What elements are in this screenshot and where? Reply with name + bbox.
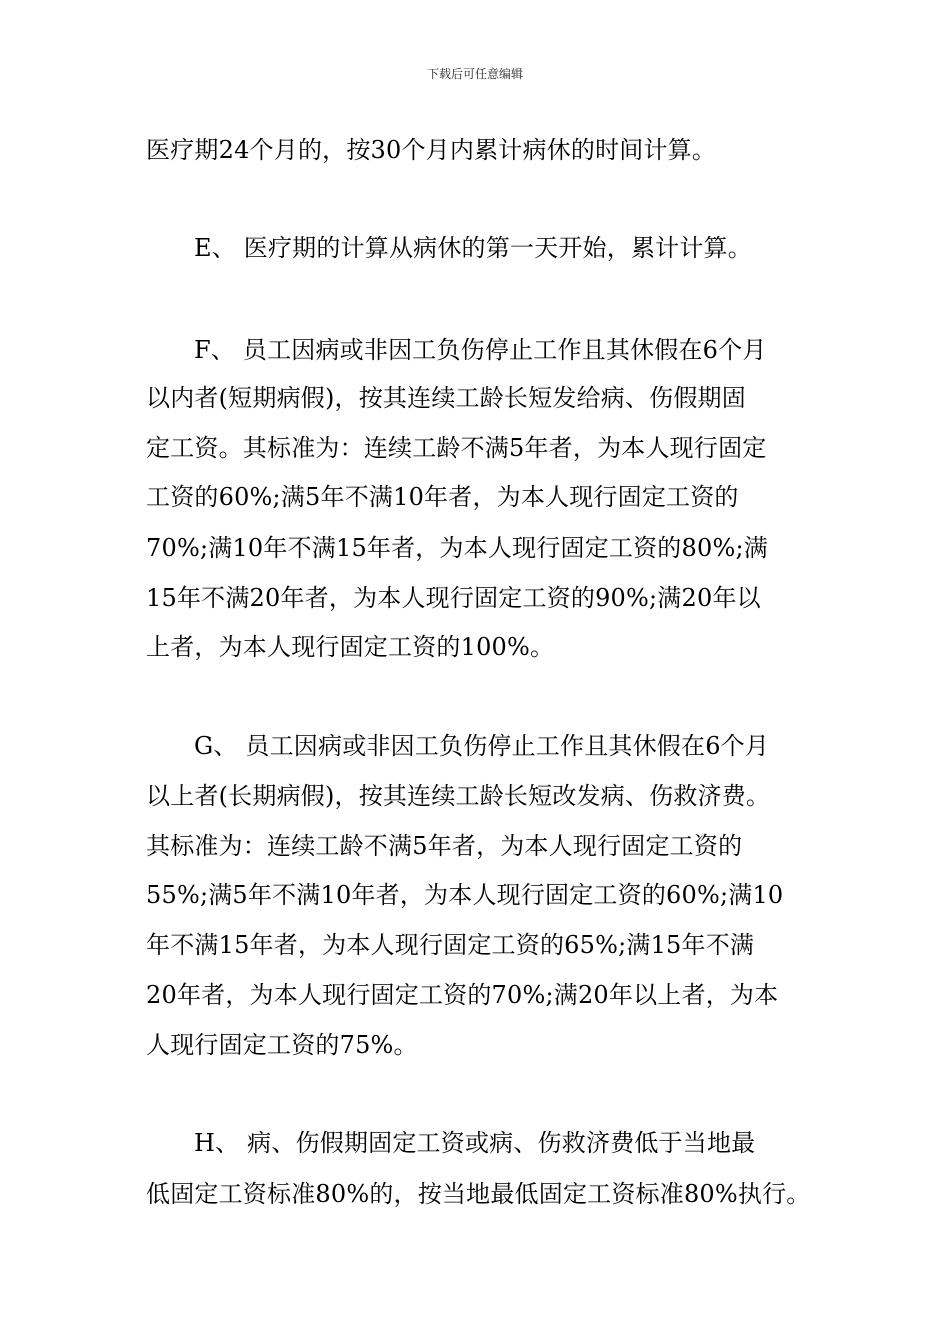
- item-h-line: H、 病、伤假期固定工资或病、伤救济费低于当地最: [194, 1129, 756, 1157]
- item-f-line: F、 员工因病或非因工负伤停止工作且其休假在6个月: [194, 336, 767, 364]
- body-line: 工资的60%;满5年不满10年者，为本人现行固定工资的: [146, 483, 739, 511]
- body-line: 人现行固定工资的75%。: [146, 1031, 418, 1059]
- item-e-line: E、 医疗期的计算从病休的第一天开始，累计计算。: [194, 234, 752, 262]
- item-g-line: G、 员工因病或非因工负伤停止工作且其休假在6个月: [194, 732, 770, 760]
- body-line: 以上者(长期病假)，按其连续工龄长短改发病、伤救济费。: [146, 782, 771, 810]
- body-line: 年不满15年者，为本人现行固定工资的65%;满15年不满: [146, 931, 755, 959]
- body-line: 15年不满20年者，为本人现行固定工资的90%;满20年以: [146, 584, 761, 612]
- body-line: 55%;满5年不满10年者，为本人现行固定工资的60%;满10: [146, 881, 784, 909]
- body-line: 医疗期24个月的，按30个月内累计病休的时间计算。: [146, 136, 717, 164]
- body-line: 以内者(短期病假)，按其连续工龄长短发给病、伤假期固: [146, 384, 746, 412]
- body-line: 定工资。其标准为：连续工龄不满5年者，为本人现行固定: [146, 434, 767, 462]
- body-line: 20年者，为本人现行固定工资的70%;满20年以上者，为本: [146, 981, 779, 1009]
- page-header: 下载后可任意编辑: [426, 67, 523, 81]
- body-line: 其标准为：连续工龄不满5年者，为本人现行固定工资的: [146, 832, 743, 860]
- body-line: 70%;满10年不满15年者，为本人现行固定工资的80%;满: [146, 534, 768, 562]
- body-line: 低固定工资标准80%的，按当地最低固定工资标准80%执行。: [146, 1180, 811, 1208]
- body-line: 上者，为本人现行固定工资的100%。: [146, 633, 555, 661]
